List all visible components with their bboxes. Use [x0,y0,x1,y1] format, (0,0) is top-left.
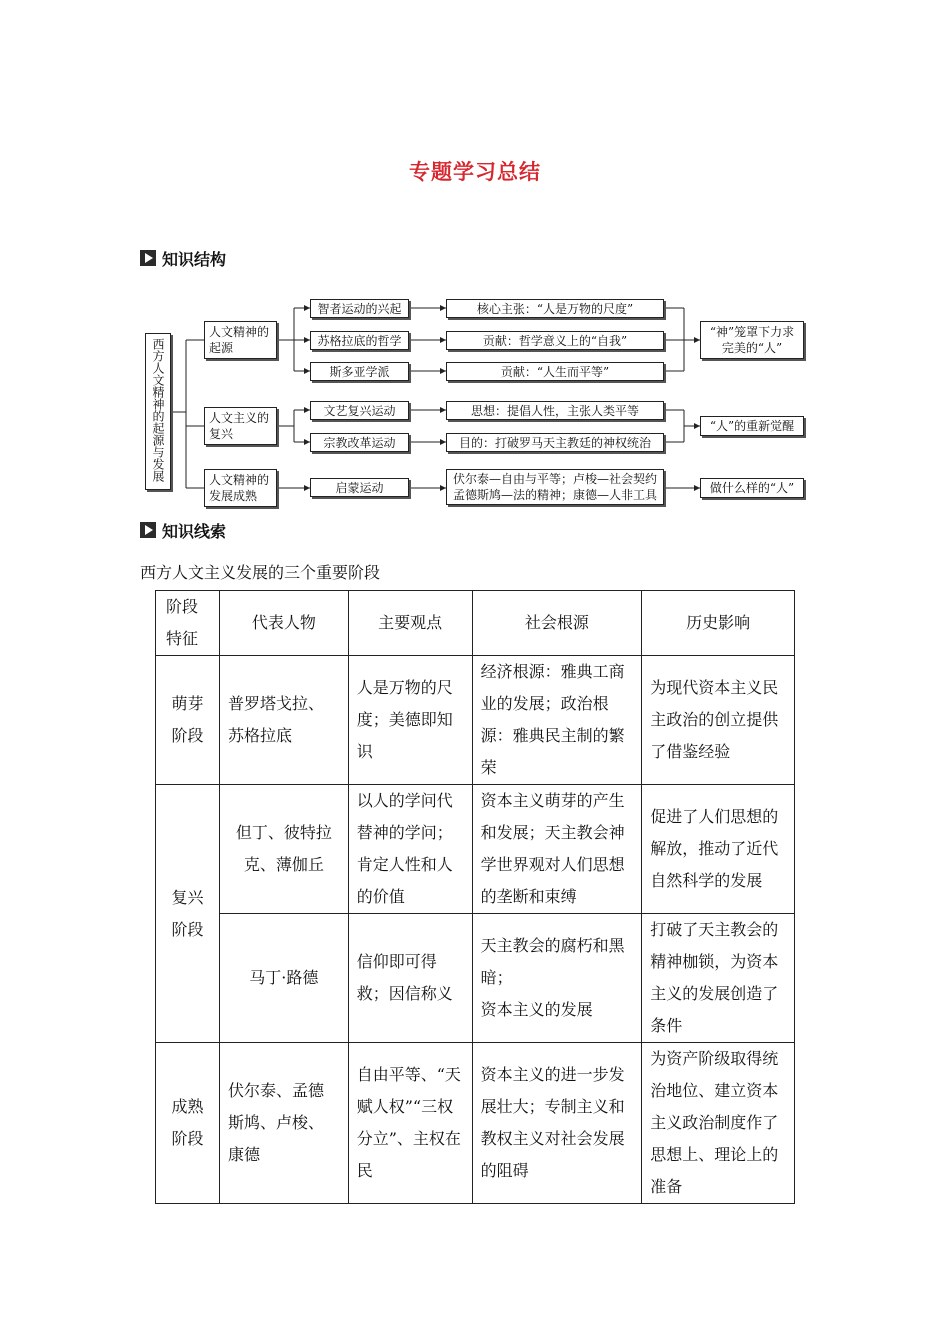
diagram-branch-revival [204,407,277,445]
diagram-detail-line: 伏尔泰—自由与平等；卢梭—社会契约 [452,472,657,486]
table-cell-figures: 普罗塔戈拉、苏格拉底 [219,656,348,785]
table-cell-stage: 成熟阶段 [156,1043,220,1204]
section-knowledge-clues [140,518,226,542]
diagram-root-label: 西方人文精神的起源与发展 [151,338,165,482]
diagram-topic: 智者运动的兴起 [310,299,409,318]
table-row [156,1043,795,1204]
diagram-topic: 斯多亚学派 [310,362,409,381]
diagram-branch-maturity [204,469,277,507]
diagram-topic: 文艺复兴运动 [310,401,409,420]
roots-line: 天主教会的腐朽和黑暗； [480,936,625,987]
table-cell-views: 自由平等、“天赋人权”“三权分立”、主权在民 [348,1043,472,1204]
diagram-outcome: “神”笼罩下力求完美的“人” [700,321,804,359]
table-row [156,785,795,914]
table-cell-views: 信仰即可得救；因信称义 [348,914,472,1043]
section-label: 知识结构 [162,249,227,269]
table-header-row [156,591,795,656]
roots-line: 资本主义的发展 [480,1000,593,1019]
page-title: 专题学习总结 [409,159,541,184]
diagram-detail: 思想：提倡人性，主张人类平等 [446,401,664,420]
diagram-outcome: 做什么样的“人” [700,478,804,498]
table-cell-views: 人是万物的尺度；美德即知识 [348,656,472,785]
table-cell-stage: 复兴阶段 [156,785,220,1043]
table-header-cell: 代表人物 [219,591,348,656]
table-cell-impact: 为现代资本主义民主政治的创立提供了借鉴经验 [642,656,795,785]
table-cell-views: 以人的学问代替神的学问；肯定人性和人的价值 [348,785,472,914]
diagram-topic: 启蒙运动 [310,478,409,497]
diagram-detail: 目的：打破罗马天主教廷的神权统治 [446,433,664,452]
diagram-detail: 贡献：“人生而平等” [446,362,664,381]
diagram-outcome: “人”的重新觉醒 [700,416,804,436]
diagram-branch-label: 人文精神的发展成熟 [209,473,270,503]
table-cell-roots: 资本主义的进一步发展壮大；专制主义和教权主义对社会发展的阻碍 [472,1043,642,1204]
table-cell-impact: 为资产阶级取得统治地位、建立资本主义政治制度作了思想上、理论上的准备 [642,1043,795,1204]
diagram-detail-enlightenment [446,469,664,505]
play-triangle-icon [140,522,156,538]
table-header-cell: 阶段特征 [156,591,220,656]
table-cell-roots: 经济根源：雅典工商业的发展；政治根源：雅典民主制的繁荣 [472,656,642,785]
table-cell-figures: 伏尔泰、孟德斯鸠、卢梭、康德 [219,1043,348,1204]
diagram-branch-label: 人文精神的起源 [209,325,270,355]
diagram-detail-line: 孟德斯鸠—法的精神；康德—人非工具 [452,488,657,502]
table-header-cell: 历史影响 [642,591,795,656]
stages-table [155,590,795,1204]
table-cell-figures: 马丁·路德 [219,914,348,1043]
diagram-topic: 宗教改革运动 [310,433,409,452]
diagram-topic: 苏格拉底的哲学 [310,331,409,350]
table-cell-roots: 资本主义萌芽的产生和发展；天主教会神学世界观对人们思想的垄断和束缚 [472,785,642,914]
table-header-cell: 主要观点 [348,591,472,656]
diagram-detail: 贡献：哲学意义上的“自我” [446,331,664,350]
table-cell-stage: 萌芽阶段 [156,656,220,785]
diagram-branch-origin [204,321,277,359]
table-header-cell: 社会根源 [472,591,642,656]
diagram-detail: 核心主张：“人是万物的尺度” [446,299,664,318]
table-cell-impact: 打破了天主教会的精神枷锁，为资本主义的发展创造了条件 [642,914,795,1043]
table-cell-roots [472,914,642,1043]
table-caption: 西方人文主义发展的三个重要阶段 [140,563,381,582]
table-row [156,914,795,1043]
section-label: 知识线索 [162,521,227,541]
table-cell-figures: 但丁、彼特拉克、薄伽丘 [219,785,348,914]
table-row [156,656,795,785]
diagram-root [145,333,171,490]
table-cell-impact: 促进了人们思想的解放，推动了近代自然科学的发展 [642,785,795,914]
diagram-branch-label: 人文主义的复兴 [209,411,270,441]
